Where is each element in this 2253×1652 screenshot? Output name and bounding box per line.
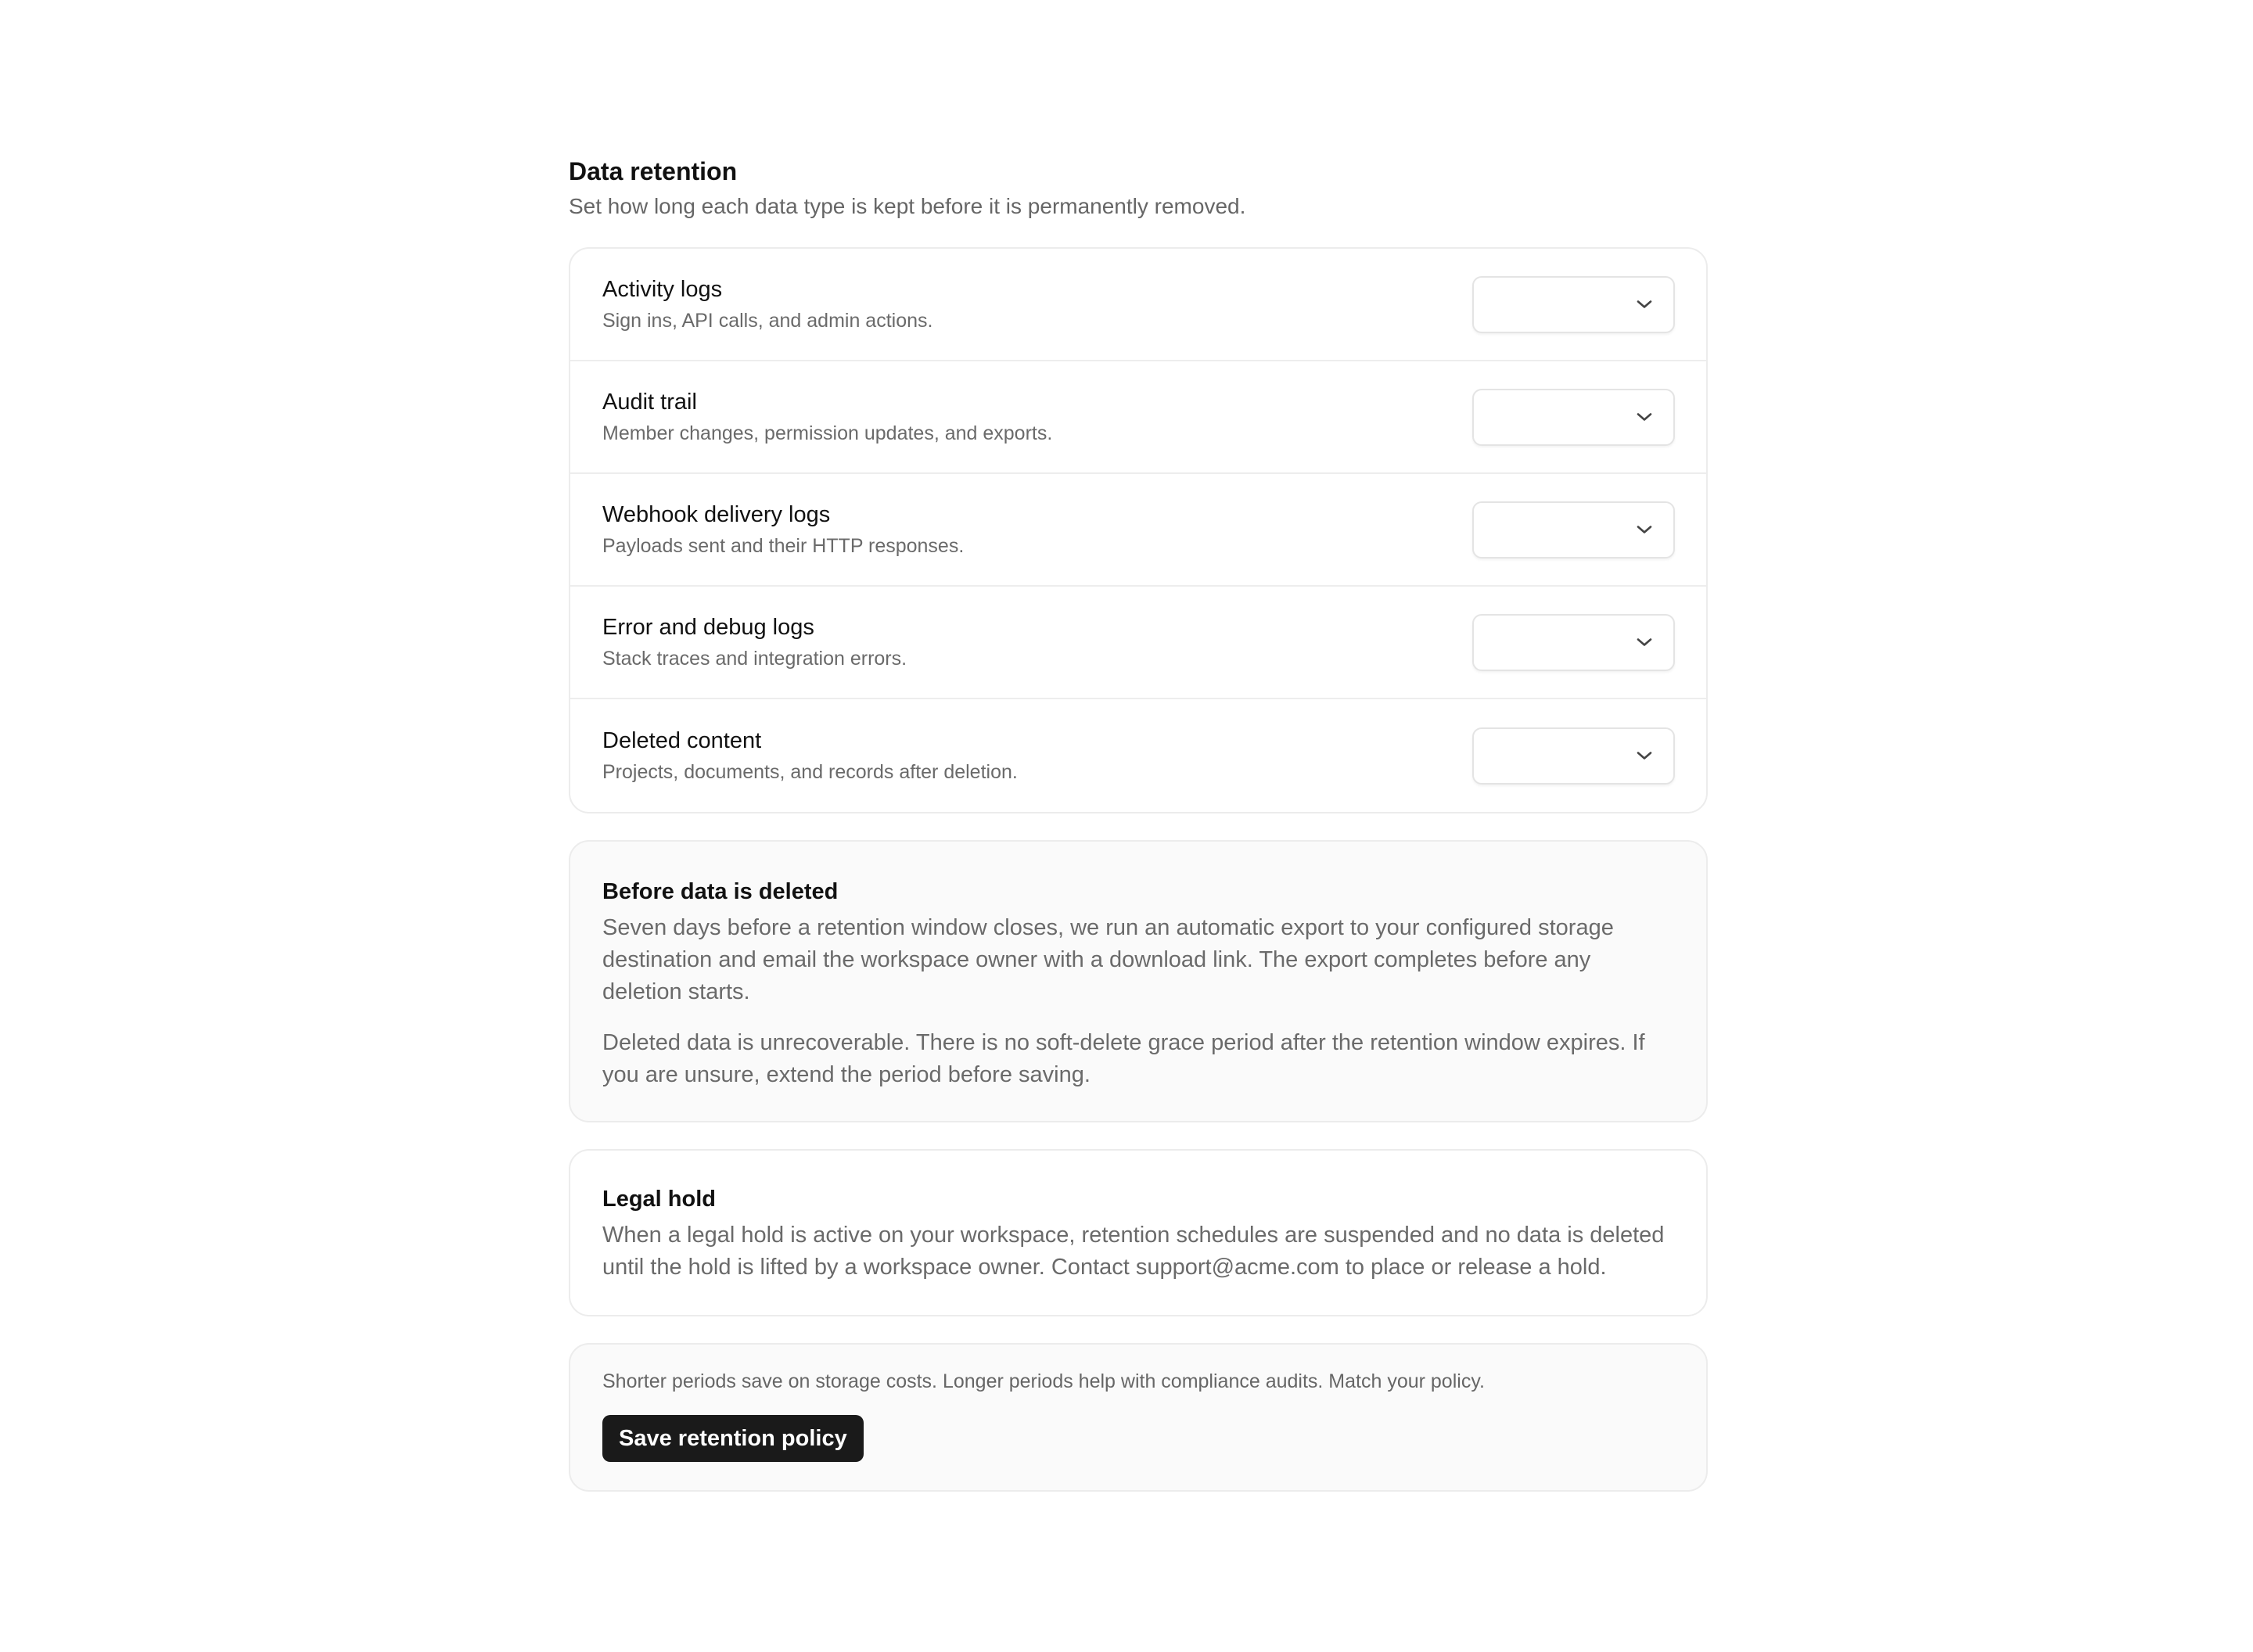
setting-row-webhook-delivery-logs [570,474,1706,587]
chevron-down-icon [1636,524,1653,535]
notice-title: Before data is deleted [602,879,839,904]
setting-description: Payloads sent and their HTTP responses. [602,534,965,557]
setting-title: Error and debug logs [602,614,814,640]
chevron-down-icon [1636,750,1653,761]
before-deletion-notice [569,840,1708,1122]
webhook-delivery-logs-retention-select[interactable] [1472,501,1675,558]
data-retention-page [569,153,1708,1492]
legal-hold-card [569,1149,1708,1316]
footer-note: Shorter periods save on storage costs. Longer periods help with compliance audits. Match your policy. [602,1370,1485,1392]
setting-title: Webhook delivery logs [602,501,831,527]
setting-row-deleted-content [570,699,1706,812]
setting-description: Member changes, permission updates, and exports. [602,422,1053,444]
legal-hold-text: When a legal hold is active on your workspace, retention schedules are suspended and no data is deleted until the hold is lifted by a workspace owner. Contact support@acme.com to place or release a hold. [602,1223,1665,1280]
setting-row-error-debug-logs [570,587,1706,699]
retention-settings-card [569,247,1708,813]
chevron-down-icon [1636,299,1653,310]
activity-logs-retention-select[interactable] [1472,276,1675,333]
setting-row-activity-logs [570,249,1706,361]
save-footer [569,1343,1708,1492]
setting-description: Sign ins, API calls, and admin actions. [602,309,933,332]
chevron-down-icon [1636,411,1653,422]
setting-title: Deleted content [602,727,762,753]
error-debug-logs-retention-select[interactable] [1472,614,1675,671]
setting-title: Audit trail [602,389,697,415]
page-subtitle: Set how long each data type is kept before it is permanently removed. [569,194,1246,218]
audit-trail-retention-select[interactable] [1472,389,1675,446]
save-retention-policy-button[interactable]: Save retention policy [602,1415,864,1462]
setting-row-audit-trail [570,361,1706,474]
deleted-content-retention-select[interactable] [1472,727,1675,785]
legal-hold-title: Legal hold [602,1187,716,1212]
setting-description: Stack traces and integration errors. [602,647,907,670]
notice-paragraph: Seven days before a retention window closes, we run an automatic export to your configured storage destination and email the workspace owner with a download link. The export completes before any deletion starts. [602,915,1614,1004]
chevron-down-icon [1636,637,1653,648]
notice-paragraph: Deleted data is unrecoverable. There is no soft-delete grace period after the retention window expires. If you are unsure, extend the period before saving. [602,1030,1645,1087]
page-title: Data retention [569,157,738,185]
setting-title: Activity logs [602,276,723,302]
setting-description: Projects, documents, and records after deletion. [602,760,1018,783]
